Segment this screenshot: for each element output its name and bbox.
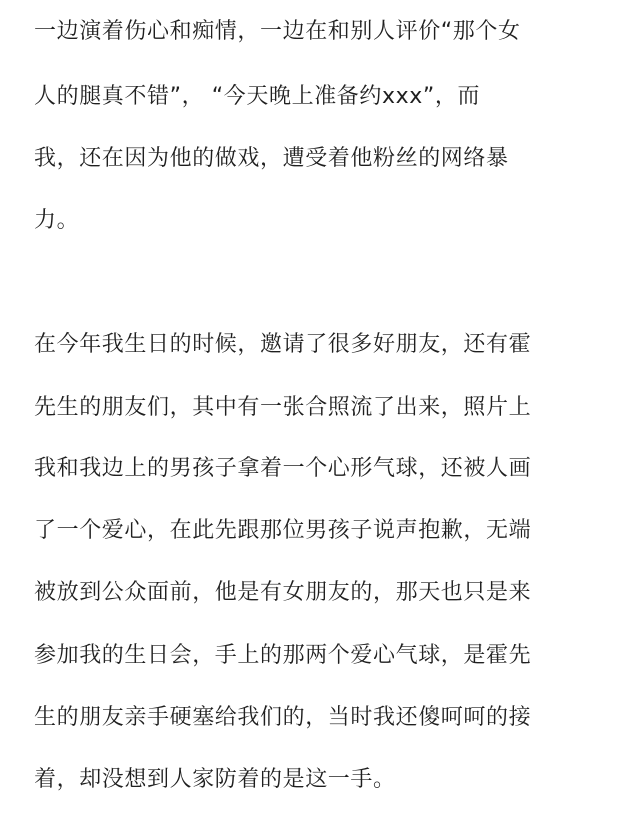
text-line: 我，还在因为他的做戏，遭受着他粉丝的网络暴 xyxy=(34,146,509,171)
text-line: 在今年我生日的时候，邀请了很多好朋友，还有霍 xyxy=(34,332,532,357)
text-line: 了一个爱心，在此先跟那位男孩子说声抱歉，无端 xyxy=(34,518,532,543)
text-line: 被放到公众面前，他是有女朋友的，那天也只是来 xyxy=(34,580,532,605)
text-line: 人的腿真不错”， “今天晚上准备约xxx”，而 xyxy=(34,84,481,109)
text-line: 力。 xyxy=(34,208,80,233)
text-line: 一边演着伤心和痴情，一边在和别人评价“那个女 xyxy=(34,19,521,44)
text-line: 生的朋友亲手硬塞给我们的，当时我还傻呵呵的接 xyxy=(34,705,532,730)
text-line: 着，却没想到人家防着的是这一手。 xyxy=(34,767,396,792)
text-line: 先生的朋友们，其中有一张合照流了出来，照片上 xyxy=(34,395,532,420)
text-line: 我和我边上的男孩子拿着一个心形气球，还被人画 xyxy=(34,456,532,481)
text-line: 参加我的生日会，手上的那两个爱心气球，是霍先 xyxy=(34,643,532,668)
